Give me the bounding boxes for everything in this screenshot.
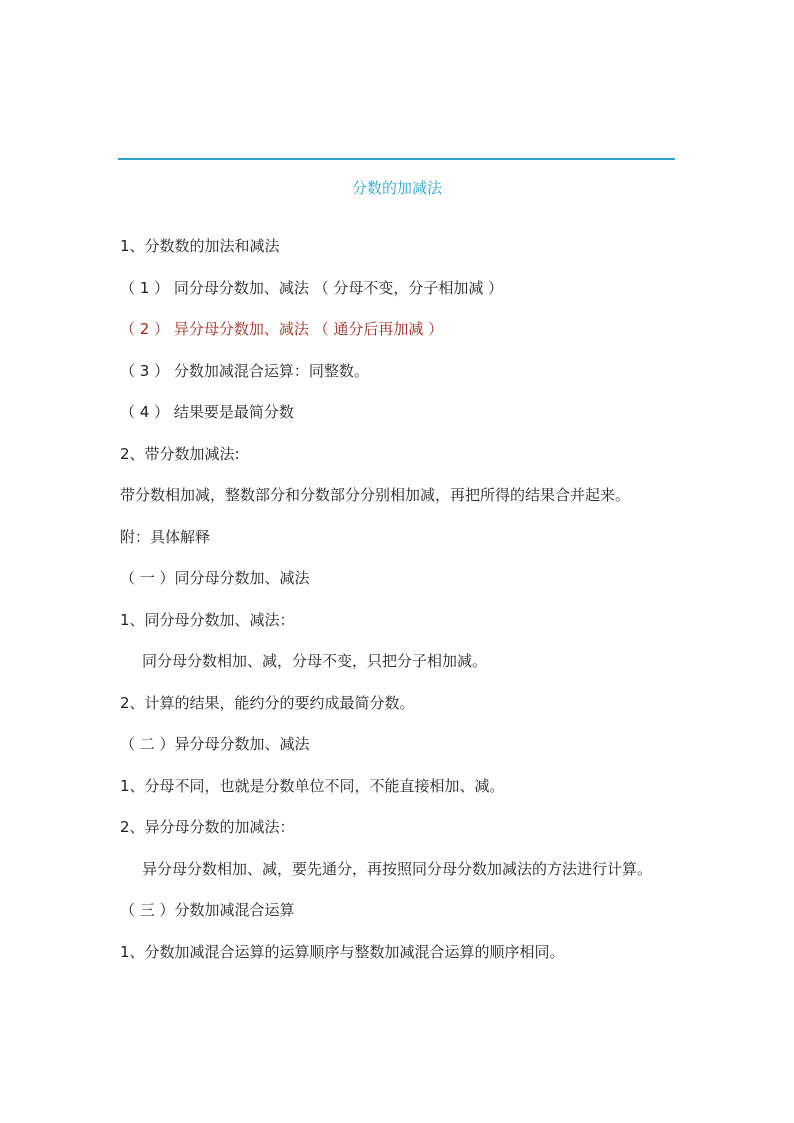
section-heading: 2、带分数加减法: [120,444,240,463]
list-item: 1、分母不同，也就是分数单位不同，不能直接相加、减。 [120,776,505,795]
list-item: 2、计算的结果，能约分的要约成最简分数。 [120,693,415,712]
rule-item: （ 4 ） 结果要是最简分数 [120,403,294,421]
list-item: 2、异分母分数的加减法： [120,818,295,836]
header-rule [118,158,675,160]
indented-paragraph: 异分母分数相加、减，要先通分，再按照同分母分数加减法的方法进行计算。 [142,859,653,878]
subsection-heading: （ 一 ）同分母分数加、减法 [120,569,310,587]
rule-item: （ 1 ） 同分母分数加、减法 （ 分母不变，分子相加减 ） [120,278,504,297]
subsection-heading: （ 二 ）异分母分数加、减法 [120,735,310,753]
appendix-heading: 附：具体解释 [120,527,211,546]
list-item: 1、分数加减混合运算的运算顺序与整数加减混合运算的顺序相同。 [120,942,565,961]
document-body [120,236,690,983]
section-heading: 1、分数数的加法和减法 [120,237,280,255]
document-title: 分数的加减法 [351,179,442,197]
rule-item: （ 3 ） 分数加减混合运算：同整数。 [120,361,369,380]
subsection-heading: （ 三 ）分数加减混合运算 [120,901,295,919]
indented-paragraph: 同分母分数相加、减，分母不变，只把分子相加减。 [142,652,488,670]
list-item: 1、同分母分数加、减法： [120,610,295,629]
paragraph: 带分数相加减，整数部分和分数部分分别相加减，再把所得的结果合并起来。 [120,486,631,504]
rule-item-highlighted: （ 2 ） 异分母分数加、减法 （ 通分后再加减 ） [120,320,444,338]
